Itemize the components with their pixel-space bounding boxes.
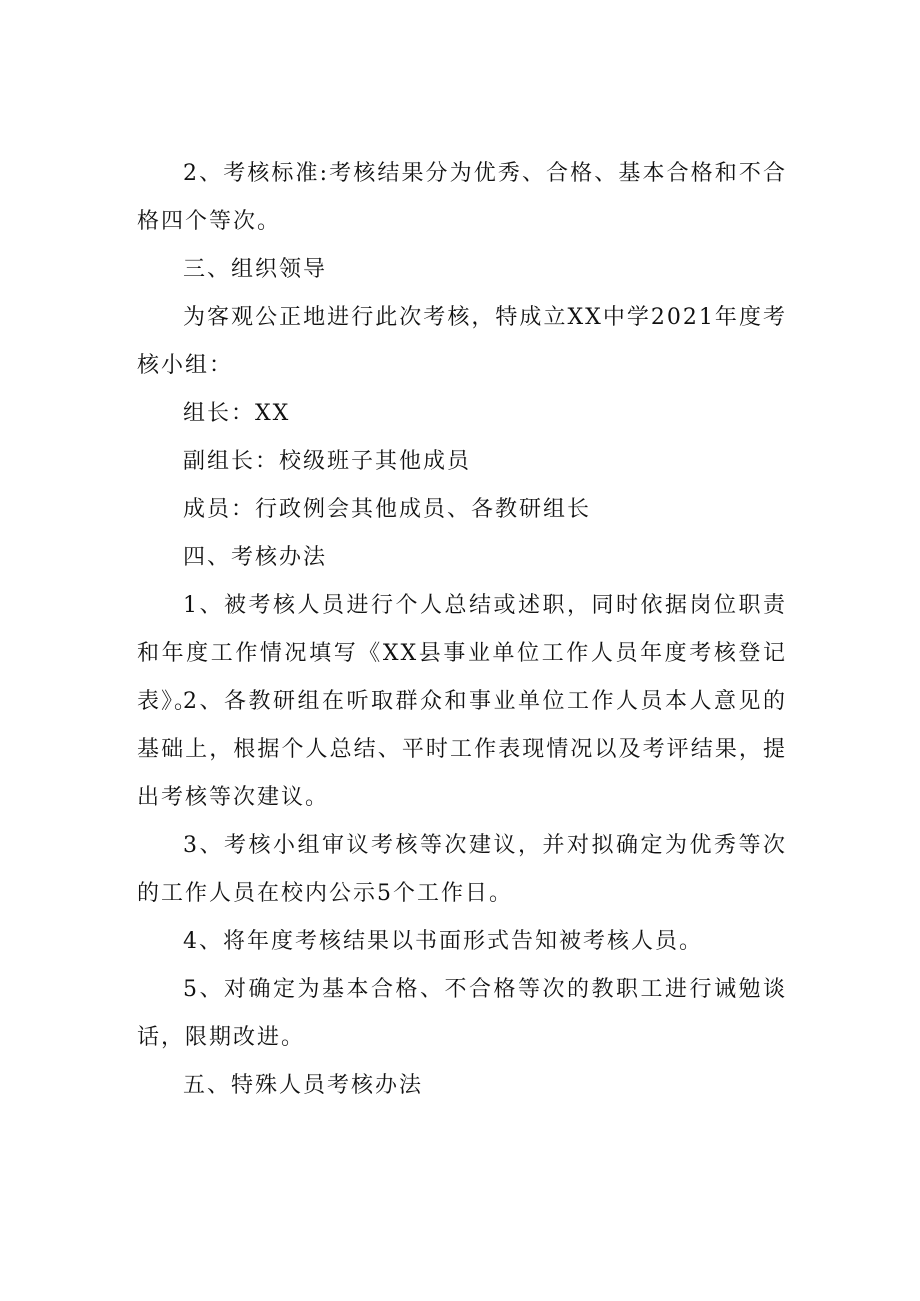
paragraph-assessment-group: 为客观公正地进行此次考核，特成立XX中学2021年度考核小组：	[137, 305, 787, 378]
heading-organization-leadership: 三、组织领导	[183, 257, 328, 282]
paragraph-method-4: 4、将年度考核结果以书面形式告知被考核人员。	[183, 929, 703, 954]
paragraph-method-1: 1、被考核人员进行个人总结或述职，同时依据岗位职责和年度工作情况填写《XX县事业单位工作人员年度考核登记表》。	[137, 593, 787, 714]
paragraph-group-leader: 组长：XX	[183, 401, 291, 426]
paragraph-deputy-leader: 副组长：校级班子其他成员	[183, 449, 472, 474]
paragraph-members: 成员：行政例会其他成员、各教研组长	[183, 497, 592, 522]
paragraph-assessment-standard: 2、考核标准:考核结果分为优秀、合格、基本合格和不合格四个等次。	[137, 161, 787, 234]
heading-special-personnel: 五、特殊人员考核办法	[183, 1073, 424, 1098]
heading-assessment-method: 四、考核办法	[183, 545, 328, 570]
paragraph-method-5: 5、对确定为基本合格、不合格等次的教职工进行诫勉谈话，限期改进。	[137, 977, 787, 1050]
paragraph-method-3: 3、考核小组审议考核等次建议，并对拟确定为优秀等次的工作人员在校内公示5个工作日。	[137, 833, 787, 906]
paragraph-method-2: 2、各教研组在听取群众和事业单位工作人员本人意见的基础上，根据个人总结、平时工作表现情况以及考评结果，提出考核等次建议。	[137, 689, 787, 810]
